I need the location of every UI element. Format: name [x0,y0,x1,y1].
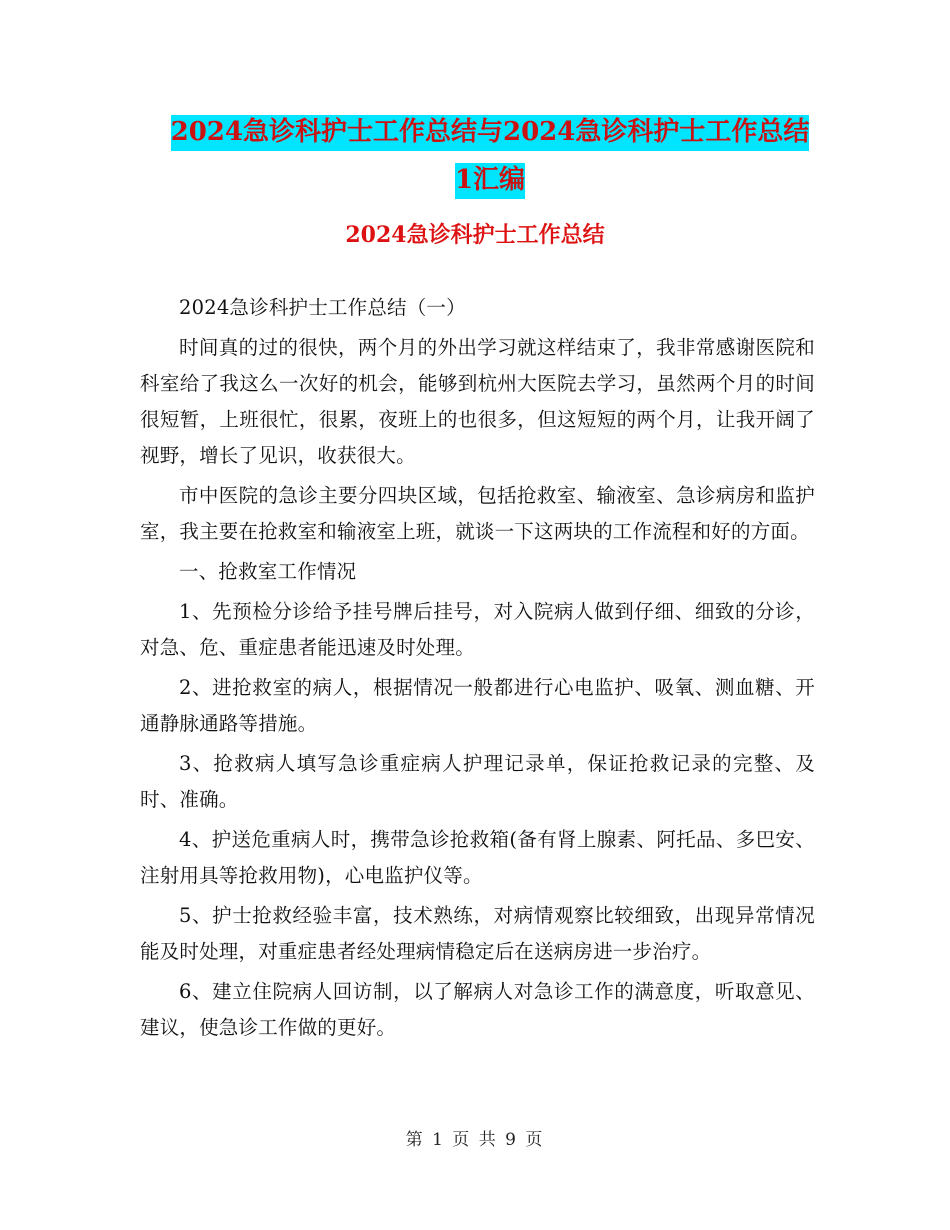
document-body [140,290,815,1050]
paragraph: 时间真的过的很快，两个月的外出学习就这样结束了，我非常感谢医院和科室给了我这么一次好的机会，能够到杭州大医院去学习，虽然两个月的时间很短暂，上班很忙，很累，夜班上的也很多，但这短短的两个月，让我开阔了视野，增长了见识，收获很大。 [140,336,815,467]
paragraph: 1、先预检分诊给予挂号牌后挂号，对入院病人做到仔细、细致的分诊，对急、危、重症患者能迅速及时处理。 [140,600,815,659]
paragraph: 4、护送危重病人时，携带急诊抢救箱(备有肾上腺素、阿托品、多巴安、注射用具等抢救用物)，心电监护仪等。 [140,828,815,887]
page-footer: 第 1 页 共 9 页 [405,1130,545,1150]
paragraph: 5、护士抢救经验丰富，技术熟练，对病情观察比较细致，出现异常情况能及时处理，对重症患者经处理病情稳定后在送病房进一步治疗。 [140,904,815,963]
paragraph: 6、建立住院病人回访制，以了解病人对急诊工作的满意度，听取意见、建议，使急诊工作做的更好。 [140,980,815,1039]
document-title-line2: 1汇编 [455,163,525,199]
paragraph: 市中医院的急诊主要分四块区域，包括抢救室、输液室、急诊病房和监护室，我主要在抢救室和输液室上班，就谈一下这两块的工作流程和好的方面。 [140,484,815,543]
paragraph-subtitle: 2024急诊科护士工作总结（一） [179,296,466,319]
section-title: 2024急诊科护士工作总结 [345,222,605,248]
paragraph-heading: 一、抢救室工作情况 [179,560,357,583]
paragraph: 2、进抢救室的病人，根据情况一般都进行心电监护、吸氧、测血糖、开通静脉通路等措施。 [140,676,815,735]
document-title [140,108,840,204]
paragraph: 3、抢救病人填写急诊重症病人护理记录单，保证抢救记录的完整、及时、准确。 [140,752,815,811]
document-title-line1: 2024急诊科护士工作总结与2024急诊科护士工作总结 [171,115,810,151]
